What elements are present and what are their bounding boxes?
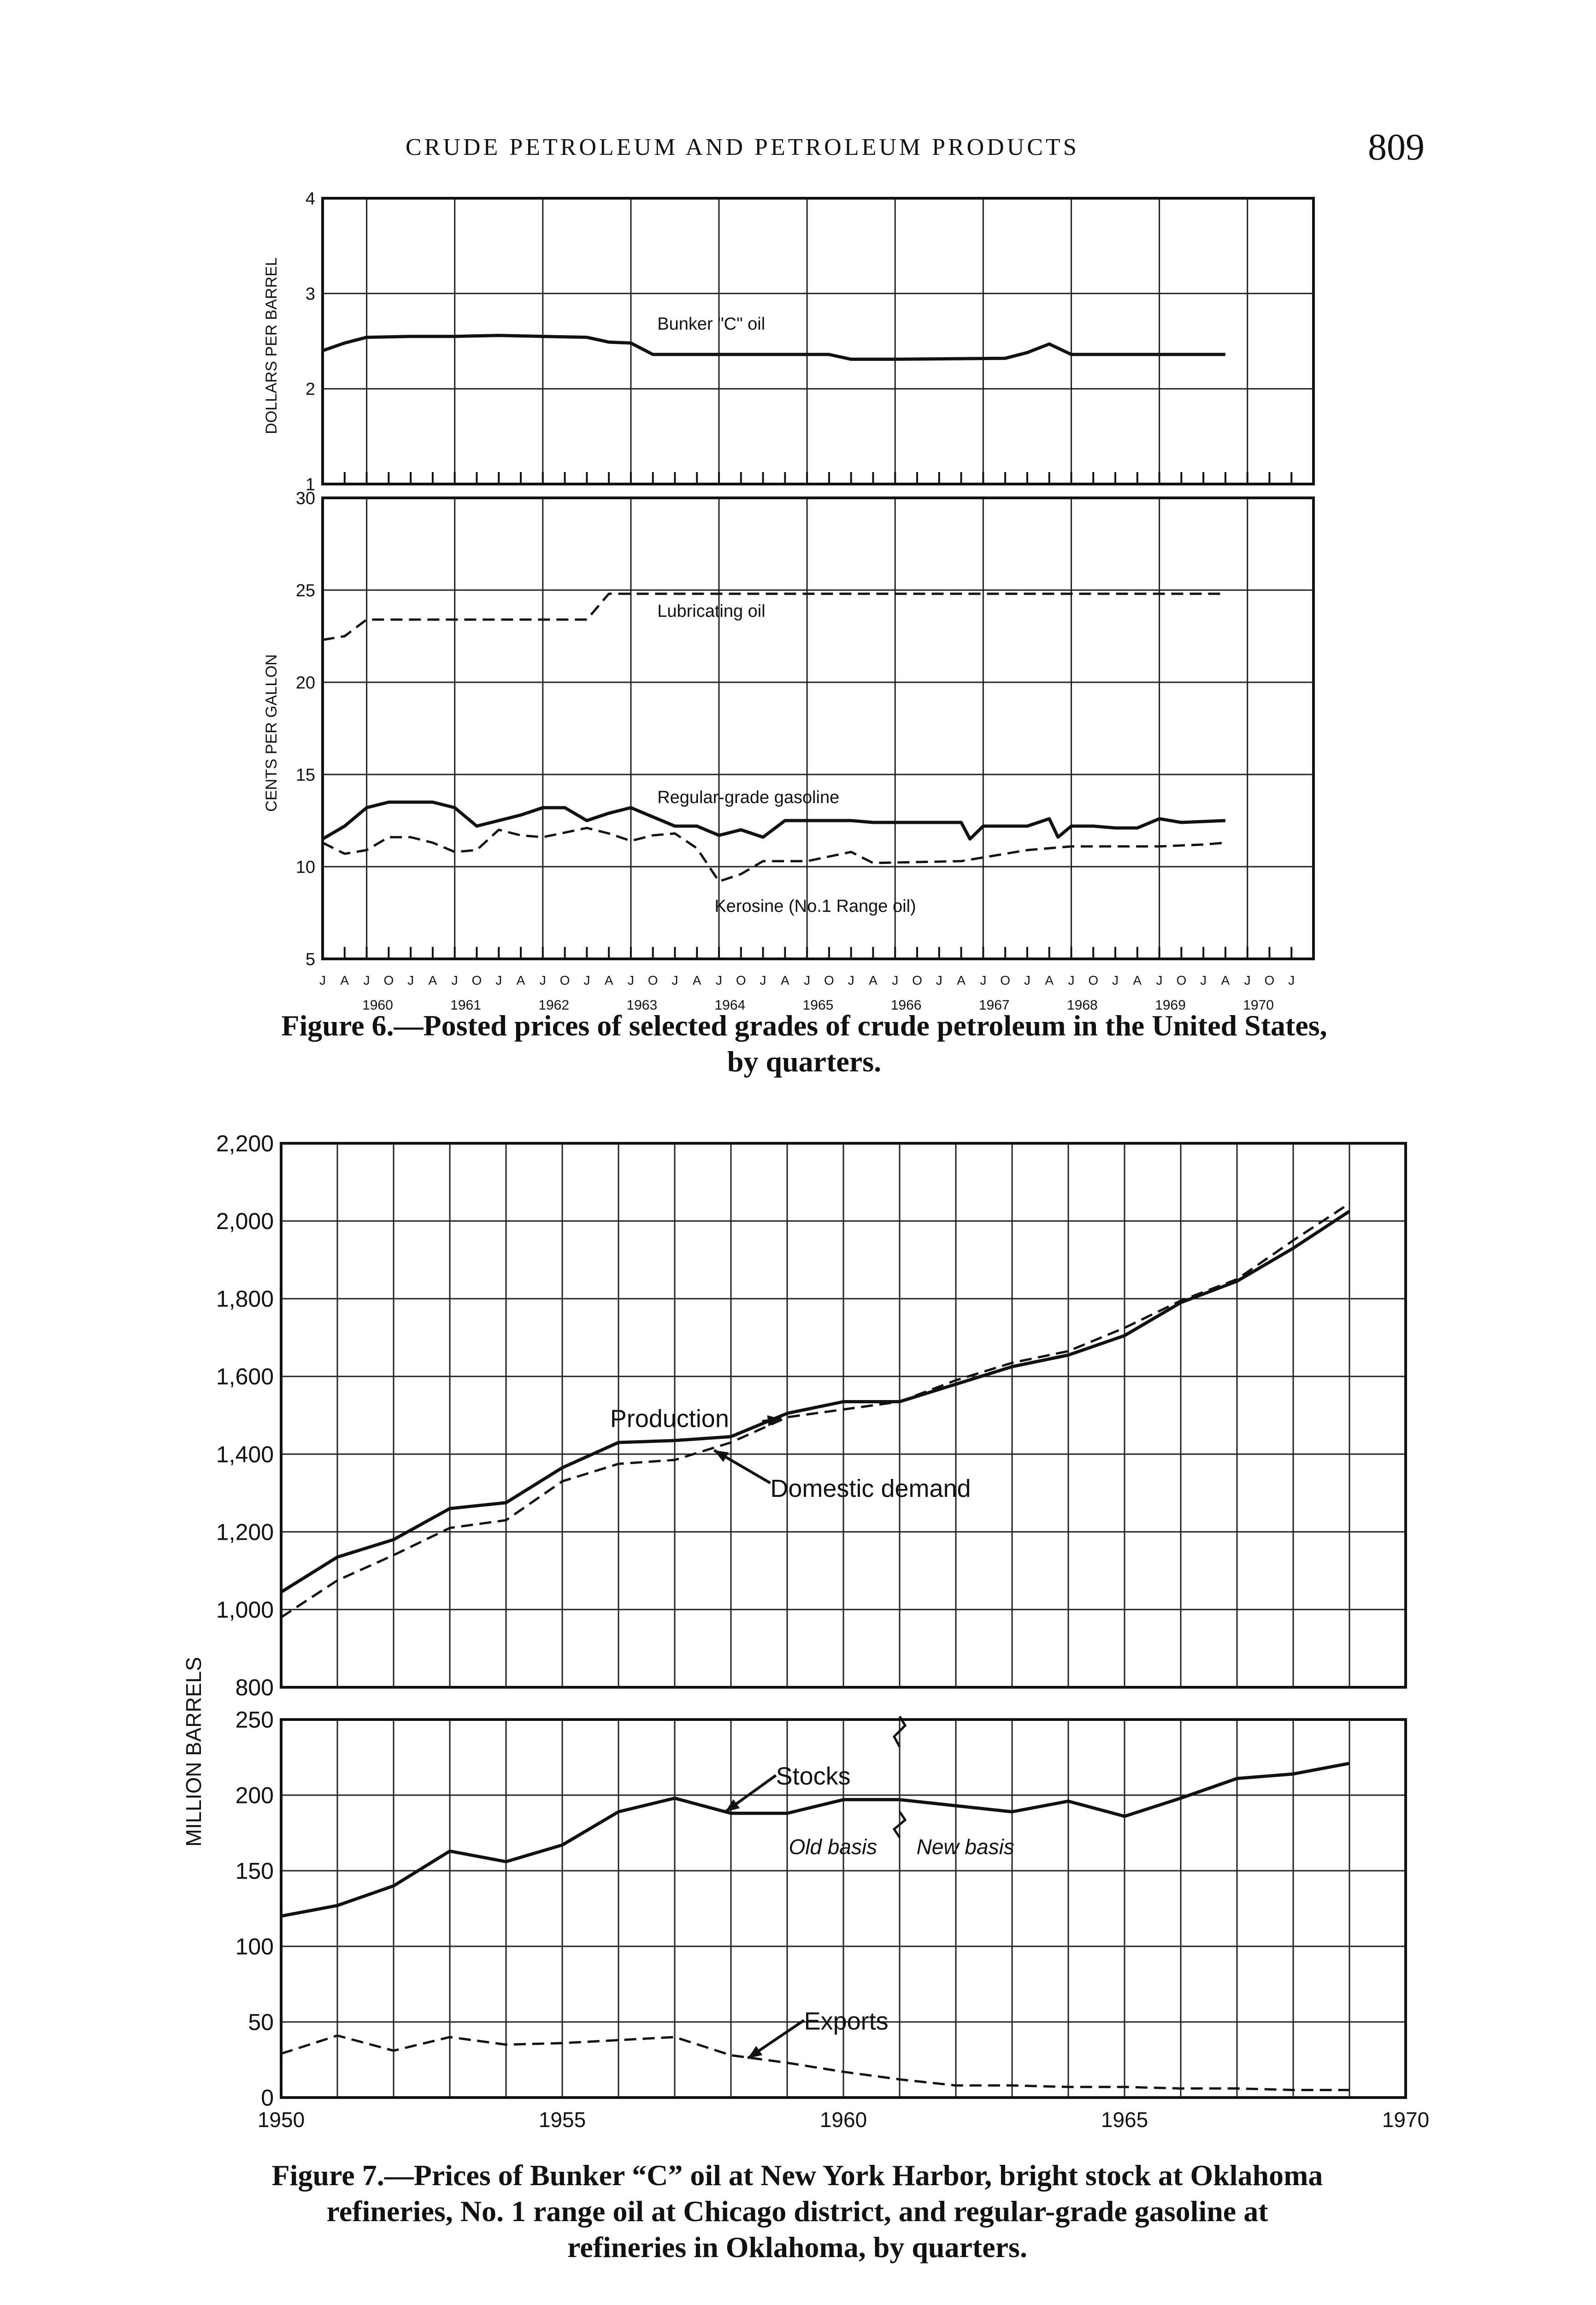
year-label: 1964 [714, 998, 746, 1013]
quarter-label: J [1288, 973, 1295, 987]
quarter-label: O [824, 973, 834, 987]
quarter-label: J [319, 973, 326, 987]
figure-6-caption-line-1: Figure 6.—Posted prices of selected grades of crude petroleum in the United States, [281, 1009, 1327, 1042]
series-label-domestic-demand: Domestic demand [770, 1475, 971, 1502]
bunker-price-panel [306, 189, 1313, 494]
quarter-label: O [1264, 973, 1275, 987]
running-header-title: CRUDE PETROLEUM AND PETROLEUM PRODUCTS [406, 134, 1079, 160]
series-line-bunker-c-oil [323, 336, 1225, 360]
quarter-label: A [340, 973, 349, 987]
quarter-label: O [383, 973, 394, 987]
quarter-label: O [559, 973, 570, 987]
y-tick-label: 1,000 [216, 1596, 274, 1623]
quarter-label: A [957, 973, 966, 987]
annotation-new-basis: New basis [916, 1834, 1014, 1859]
figure-6-caption-line-2: by quarters. [727, 1045, 882, 1078]
y-tick-label: 2,000 [216, 1208, 274, 1235]
x-tick-label: 1960 [819, 2108, 867, 2132]
y-tick-label: 1,600 [216, 1364, 274, 1390]
series-line-domestic-demand [281, 1204, 1349, 1618]
year-label: 1965 [802, 998, 834, 1013]
plot-frame [323, 198, 1313, 484]
quarter-label: J [1156, 973, 1163, 987]
y-tick-label: 800 [235, 1674, 274, 1701]
quarter-label: J [980, 973, 987, 987]
quarter-label: O [912, 973, 922, 987]
x-tick-label: 1950 [257, 2108, 305, 2132]
y-tick-label: 5 [305, 950, 315, 969]
quarter-label: J [1112, 973, 1119, 987]
y-tick-label: 1,200 [216, 1519, 274, 1545]
quarter-label: J [451, 973, 458, 987]
y-tick-label: 20 [295, 673, 315, 693]
figure-6-chart [258, 184, 1355, 1013]
quarter-label: J [671, 973, 678, 987]
quarter-label: O [648, 973, 658, 987]
domestic-demand-leader-head [714, 1450, 729, 1462]
y-tick-label: 200 [235, 1782, 274, 1809]
quarter-label: J [804, 973, 811, 987]
y-tick-label: 15 [295, 765, 315, 785]
quarter-label: O [471, 973, 482, 987]
series-label-lubricating-oil: Lubricating oil [657, 602, 766, 621]
y-tick-label: 0 [261, 2085, 274, 2111]
year-label: 1963 [626, 998, 658, 1013]
quarter-label: J [716, 973, 722, 987]
quarter-label: J [539, 973, 546, 987]
series-line-regular-grade-gasoline [323, 802, 1225, 839]
y-tick-label: 100 [235, 1933, 274, 1960]
quarter-label: A [1045, 973, 1054, 987]
year-label: 1962 [538, 998, 570, 1013]
year-label: 1970 [1243, 998, 1274, 1013]
y-tick-label: 30 [295, 489, 315, 508]
quarter-label: J [583, 973, 590, 987]
quarter-label: J [1200, 973, 1207, 987]
quarter-label: O [1000, 973, 1011, 987]
figure-7-caption-line-1: Figure 7.—Prices of Bunker “C” oil at New York Harbor, bright stock at Oklahoma [271, 2159, 1323, 2192]
figure-7-caption [147, 2157, 1447, 2265]
quarter-label: O [1088, 973, 1099, 987]
series-line-exports [281, 2036, 1349, 2090]
y-axis-title: MILLION BARRELS [182, 1657, 206, 1847]
quarter-label: J [760, 973, 766, 987]
quarter-label: A [869, 973, 878, 987]
quarter-label: A [1133, 973, 1142, 987]
quarter-label: J [1024, 973, 1031, 987]
x-tick-label: 1955 [538, 2108, 586, 2132]
stocks-leader-head [725, 1799, 740, 1812]
quarter-label: A [428, 973, 437, 987]
series-line-kerosine-no-1-range-oil [323, 828, 1225, 881]
y-tick-label: 250 [235, 1707, 274, 1733]
quarter-label: J [848, 973, 854, 987]
quarter-label: A [1221, 973, 1230, 987]
y-tick-label: 2 [305, 379, 315, 399]
year-label: 1967 [978, 998, 1010, 1013]
quarter-label: A [516, 973, 525, 987]
series-label-kerosine: Kerosine (No.1 Range oil) [714, 897, 916, 916]
page-number: 809 [1368, 126, 1425, 168]
series-label-exports: Exports [804, 2007, 889, 2035]
exports-leader-head [748, 2046, 763, 2058]
year-label: 1960 [362, 998, 393, 1013]
year-label: 1968 [1066, 998, 1098, 1013]
figure-7-caption-line-3: refineries in Oklahoma, by quarters. [567, 2231, 1027, 2264]
series-line-lubricating-oil [323, 594, 1225, 640]
quarter-label: J [495, 973, 502, 987]
y-tick-label: 1,800 [216, 1286, 274, 1312]
x-tick-label: 1970 [1382, 2108, 1430, 2132]
quarter-label: O [1176, 973, 1187, 987]
quarter-label: A [780, 973, 789, 987]
series-label-stocks: Stocks [776, 1762, 851, 1791]
y-tick-label: 1,400 [216, 1441, 274, 1467]
quarter-label: J [1244, 973, 1251, 987]
annotation-old-basis: Old basis [789, 1834, 878, 1859]
quarter-label: J [936, 973, 942, 987]
year-label: 1961 [450, 998, 481, 1013]
figure-7-caption-line-2: refineries, No. 1 range oil at Chicago district, and regular-grade gasoline at [326, 2195, 1268, 2228]
quarter-label: J [627, 973, 634, 987]
y-tick-label: 10 [295, 857, 315, 877]
quarter-label: A [604, 973, 613, 987]
quarter-label: J [1068, 973, 1075, 987]
plot-frame [323, 498, 1313, 959]
x-tick-label: 1965 [1101, 2108, 1148, 2132]
series-line-production [281, 1212, 1349, 1592]
quarter-label: J [892, 973, 899, 987]
figure-6-caption [194, 1008, 1415, 1080]
y-tick-label: 2,200 [216, 1130, 274, 1157]
series-label-bunker-c-oil: Bunker "C" oil [657, 314, 766, 334]
y-tick-label: 150 [235, 1858, 274, 1884]
series-label-production: Production [610, 1405, 729, 1433]
y-axis-title: CENTS PER GALLON [263, 654, 280, 812]
quarter-label: O [736, 973, 746, 987]
quarter-label: J [363, 973, 370, 987]
figure-7-chart [175, 1125, 1447, 2157]
y-axis-title: DOLLARS PER BARREL [263, 257, 280, 434]
y-tick-label: 3 [305, 284, 315, 304]
y-tick-label: 50 [248, 2009, 274, 2035]
year-label: 1966 [890, 998, 922, 1013]
year-label: 1969 [1155, 998, 1186, 1013]
quarter-label: A [692, 973, 701, 987]
y-tick-label: 1 [305, 475, 315, 495]
production-demand-panel [216, 1131, 1406, 1701]
y-tick-label: 25 [295, 581, 315, 601]
quarter-label: J [407, 973, 414, 987]
series-label-regular-grade-gasoline: Regular-grade gasoline [657, 788, 840, 807]
y-tick-label: 4 [305, 189, 315, 209]
